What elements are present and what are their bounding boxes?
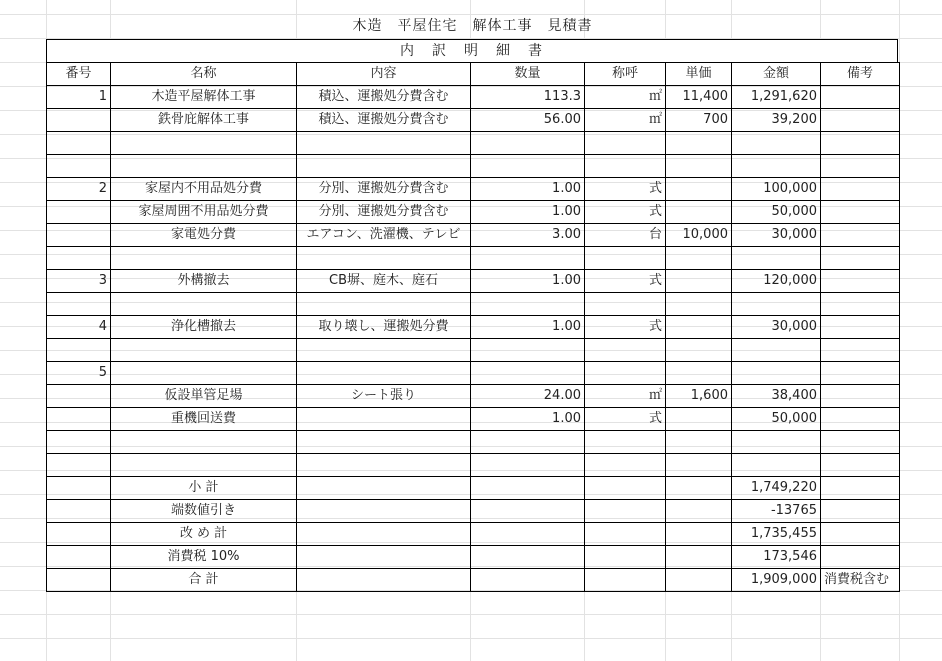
cell-unit[interactable]: ㎡ [585, 109, 666, 132]
cell-remarks[interactable] [821, 362, 900, 385]
cell-number[interactable]: 1 [47, 86, 111, 109]
cell-remarks[interactable] [821, 316, 900, 339]
cell-unit-price[interactable] [666, 132, 732, 155]
cell-name[interactable]: 木造平屋解体工事 [111, 86, 297, 109]
cell-description[interactable]: 積込、運搬処分費含む [297, 86, 471, 109]
cell-description[interactable]: シート張り [297, 385, 471, 408]
cell-description[interactable]: エアコン、洗濯機、テレビ [297, 224, 471, 247]
header-number[interactable]: 番号 [47, 63, 111, 86]
cell-number[interactable] [47, 155, 111, 178]
cell-unit-price[interactable]: 1,600 [666, 385, 732, 408]
estimate-table [46, 62, 900, 592]
cell-empty[interactable] [297, 546, 471, 569]
cell-unit[interactable] [585, 247, 666, 270]
cell-remarks[interactable] [821, 201, 900, 224]
header-description[interactable]: 内容 [297, 63, 471, 86]
cell-remarks[interactable] [821, 178, 900, 201]
header-row [47, 63, 900, 86]
cell-remarks[interactable] [821, 408, 900, 431]
cell-name[interactable]: 家電処分費 [111, 224, 297, 247]
table-subtitle: 内 訳 明 細 書 [46, 39, 898, 62]
cell-number-empty[interactable] [47, 523, 111, 546]
cell-number[interactable] [47, 431, 111, 454]
cell-description[interactable] [297, 362, 471, 385]
cell-amount[interactable]: 50,000 [732, 201, 821, 224]
cell-name[interactable] [111, 132, 297, 155]
cell-quantity[interactable]: 1.00 [471, 270, 585, 293]
table-row [47, 224, 900, 247]
cell-number[interactable] [47, 293, 111, 316]
summary-remarks[interactable]: 消費税含む [821, 569, 900, 592]
cell-remarks[interactable] [821, 339, 900, 362]
cell-number[interactable] [47, 132, 111, 155]
cell-name[interactable] [111, 362, 297, 385]
cell-unit[interactable] [585, 132, 666, 155]
gridline-horizontal [0, 614, 942, 615]
summary-label[interactable]: 改 め 計 [111, 523, 297, 546]
cell-quantity[interactable]: 1.00 [471, 316, 585, 339]
cell-amount[interactable] [732, 454, 821, 477]
cell-number-empty[interactable] [47, 500, 111, 523]
header-unit[interactable]: 称呼 [585, 63, 666, 86]
cell-unit-price[interactable] [666, 454, 732, 477]
cell-unit-price[interactable] [666, 201, 732, 224]
gridline-horizontal [0, 638, 942, 639]
cell-number[interactable] [47, 408, 111, 431]
cell-unit-price[interactable] [666, 362, 732, 385]
cell-name[interactable]: 浄化槽撤去 [111, 316, 297, 339]
cell-unit-price[interactable]: 10,000 [666, 224, 732, 247]
table-row [47, 270, 900, 293]
cell-amount[interactable] [732, 155, 821, 178]
cell-quantity[interactable] [471, 293, 585, 316]
cell-empty[interactable] [666, 546, 732, 569]
cell-unit[interactable] [585, 293, 666, 316]
cell-number[interactable] [47, 224, 111, 247]
cell-unit-price[interactable] [666, 178, 732, 201]
summary-label[interactable]: 端数値引き [111, 500, 297, 523]
cell-number[interactable] [47, 454, 111, 477]
table-row [47, 362, 900, 385]
table-row [47, 408, 900, 431]
cell-remarks[interactable] [821, 86, 900, 109]
cell-unit-price[interactable] [666, 408, 732, 431]
cell-quantity[interactable]: 1.00 [471, 408, 585, 431]
cell-empty[interactable] [297, 523, 471, 546]
cell-unit-price[interactable] [666, 293, 732, 316]
header-name[interactable]: 名称 [111, 63, 297, 86]
cell-unit-price[interactable] [666, 339, 732, 362]
cell-remarks[interactable] [821, 270, 900, 293]
cell-quantity[interactable] [471, 431, 585, 454]
cell-number[interactable] [47, 201, 111, 224]
cell-number[interactable] [47, 247, 111, 270]
cell-quantity[interactable] [471, 454, 585, 477]
cell-number-empty[interactable] [47, 546, 111, 569]
summary-row [47, 569, 900, 592]
summary-remarks[interactable] [821, 546, 900, 569]
table-row [47, 178, 900, 201]
table-row [47, 86, 900, 109]
cell-empty[interactable] [297, 569, 471, 592]
table-row [47, 247, 900, 270]
cell-amount[interactable] [732, 247, 821, 270]
cell-description[interactable] [297, 155, 471, 178]
summary-row [47, 546, 900, 569]
cell-remarks[interactable] [821, 224, 900, 247]
cell-empty[interactable] [585, 477, 666, 500]
cell-amount[interactable] [732, 431, 821, 454]
summary-amount[interactable]: 1,749,220 [732, 477, 821, 500]
cell-quantity[interactable] [471, 362, 585, 385]
document-title: 木造 平屋住宅 解体工事 見積書 [352, 18, 593, 34]
cell-unit-price[interactable] [666, 431, 732, 454]
cell-empty[interactable] [471, 523, 585, 546]
cell-amount[interactable] [732, 293, 821, 316]
summary-amount[interactable]: -13765 [732, 500, 821, 523]
cell-amount[interactable] [732, 362, 821, 385]
cell-unit[interactable] [585, 362, 666, 385]
cell-quantity[interactable]: 24.00 [471, 385, 585, 408]
cell-remarks[interactable] [821, 431, 900, 454]
cell-description[interactable] [297, 431, 471, 454]
cell-number-empty[interactable] [47, 477, 111, 500]
cell-unit-price[interactable] [666, 270, 732, 293]
table-row [47, 109, 900, 132]
table-row [47, 201, 900, 224]
cell-description[interactable]: 分別、運搬処分費含む [297, 178, 471, 201]
cell-empty[interactable] [585, 569, 666, 592]
cell-description[interactable]: 取り壊し、運搬処分費 [297, 316, 471, 339]
cell-unit-price[interactable]: 700 [666, 109, 732, 132]
cell-unit-price[interactable]: 11,400 [666, 86, 732, 109]
cell-unit[interactable]: 式 [585, 316, 666, 339]
header-amount[interactable]: 金額 [732, 63, 821, 86]
cell-number[interactable] [47, 385, 111, 408]
cell-unit-price[interactable] [666, 155, 732, 178]
cell-description[interactable] [297, 339, 471, 362]
cell-number[interactable]: 3 [47, 270, 111, 293]
cell-number-empty[interactable] [47, 569, 111, 592]
summary-label[interactable]: 小 計 [111, 477, 297, 500]
cell-amount[interactable]: 100,000 [732, 178, 821, 201]
cell-empty[interactable] [297, 477, 471, 500]
cell-unit[interactable]: 式 [585, 201, 666, 224]
cell-quantity[interactable] [471, 155, 585, 178]
cell-empty[interactable] [666, 523, 732, 546]
cell-name[interactable]: 家屋周囲不用品処分費 [111, 201, 297, 224]
cell-number[interactable] [47, 339, 111, 362]
summary-label[interactable]: 合 計 [111, 569, 297, 592]
cell-amount[interactable] [732, 339, 821, 362]
cell-unit[interactable]: 式 [585, 178, 666, 201]
cell-number[interactable]: 5 [47, 362, 111, 385]
cell-unit[interactable]: ㎡ [585, 385, 666, 408]
cell-name[interactable] [111, 293, 297, 316]
cell-remarks[interactable] [821, 293, 900, 316]
cell-remarks[interactable] [821, 385, 900, 408]
cell-quantity[interactable]: 3.00 [471, 224, 585, 247]
cell-unit[interactable]: ㎡ [585, 86, 666, 109]
cell-empty[interactable] [585, 546, 666, 569]
cell-quantity[interactable]: 1.00 [471, 178, 585, 201]
cell-empty[interactable] [666, 569, 732, 592]
cell-empty[interactable] [297, 500, 471, 523]
summary-label[interactable]: 消費税 10% [111, 546, 297, 569]
header-remarks[interactable]: 備考 [821, 63, 900, 86]
cell-amount[interactable] [732, 132, 821, 155]
cell-name[interactable]: 仮設単管足場 [111, 385, 297, 408]
table-row [47, 339, 900, 362]
summary-remarks[interactable] [821, 477, 900, 500]
cell-unit[interactable]: 式 [585, 408, 666, 431]
cell-remarks[interactable] [821, 109, 900, 132]
cell-unit-price[interactable] [666, 316, 732, 339]
table-row [47, 132, 900, 155]
cell-number[interactable] [47, 109, 111, 132]
cell-amount[interactable]: 1,291,620 [732, 86, 821, 109]
cell-amount[interactable]: 38,400 [732, 385, 821, 408]
cell-unit[interactable]: 式 [585, 270, 666, 293]
cell-quantity[interactable]: 56.00 [471, 109, 585, 132]
summary-remarks[interactable] [821, 523, 900, 546]
table-row [47, 385, 900, 408]
cell-description[interactable]: 分別、運搬処分費含む [297, 201, 471, 224]
cell-description[interactable] [297, 293, 471, 316]
cell-amount[interactable]: 30,000 [732, 316, 821, 339]
summary-amount[interactable]: 1,735,455 [732, 523, 821, 546]
table-row [47, 155, 900, 178]
summary-row [47, 500, 900, 523]
cell-name[interactable] [111, 155, 297, 178]
cell-name[interactable]: 重機回送費 [111, 408, 297, 431]
cell-unit[interactable] [585, 454, 666, 477]
cell-quantity[interactable]: 113.3 [471, 86, 585, 109]
cell-name[interactable]: 鉄骨庇解体工事 [111, 109, 297, 132]
cell-empty[interactable] [471, 569, 585, 592]
summary-amount[interactable]: 173,546 [732, 546, 821, 569]
cell-description[interactable] [297, 132, 471, 155]
cell-empty[interactable] [471, 546, 585, 569]
summary-row [47, 523, 900, 546]
cell-name[interactable] [111, 247, 297, 270]
cell-remarks[interactable] [821, 454, 900, 477]
cell-empty[interactable] [666, 500, 732, 523]
cell-unit[interactable]: 台 [585, 224, 666, 247]
cell-name[interactable] [111, 454, 297, 477]
cell-quantity[interactable] [471, 132, 585, 155]
cell-quantity[interactable]: 1.00 [471, 201, 585, 224]
cell-remarks[interactable] [821, 132, 900, 155]
header-unit-price[interactable]: 単価 [666, 63, 732, 86]
cell-remarks[interactable] [821, 247, 900, 270]
cell-empty[interactable] [585, 500, 666, 523]
cell-amount[interactable]: 39,200 [732, 109, 821, 132]
cell-amount[interactable]: 50,000 [732, 408, 821, 431]
summary-row [47, 477, 900, 500]
cell-unit[interactable] [585, 431, 666, 454]
cell-empty[interactable] [585, 523, 666, 546]
cell-name[interactable] [111, 431, 297, 454]
cell-description[interactable] [297, 247, 471, 270]
table-row [47, 293, 900, 316]
cell-number[interactable]: 4 [47, 316, 111, 339]
cell-unit[interactable] [585, 155, 666, 178]
summary-remarks[interactable] [821, 500, 900, 523]
cell-empty[interactable] [471, 477, 585, 500]
cell-empty[interactable] [471, 500, 585, 523]
cell-name[interactable] [111, 339, 297, 362]
cell-description[interactable]: 積込、運搬処分費含む [297, 109, 471, 132]
item-rows [47, 86, 900, 477]
table-row [47, 316, 900, 339]
cell-amount[interactable]: 120,000 [732, 270, 821, 293]
table-row [47, 431, 900, 454]
cell-name[interactable]: 外構撤去 [111, 270, 297, 293]
table-row [47, 454, 900, 477]
cell-number[interactable]: 2 [47, 178, 111, 201]
summary-amount[interactable]: 1,909,000 [732, 569, 821, 592]
cell-empty[interactable] [666, 477, 732, 500]
cell-description[interactable] [297, 454, 471, 477]
cell-description[interactable] [297, 408, 471, 431]
cell-quantity[interactable] [471, 339, 585, 362]
cell-unit[interactable] [585, 339, 666, 362]
cell-amount[interactable]: 30,000 [732, 224, 821, 247]
cell-description[interactable]: CB塀、庭木、庭石 [297, 270, 471, 293]
cell-name[interactable]: 家屋内不用品処分費 [111, 178, 297, 201]
summary-rows [47, 477, 900, 592]
cell-unit-price[interactable] [666, 247, 732, 270]
header-quantity[interactable]: 数量 [471, 63, 585, 86]
cell-quantity[interactable] [471, 247, 585, 270]
cell-remarks[interactable] [821, 155, 900, 178]
